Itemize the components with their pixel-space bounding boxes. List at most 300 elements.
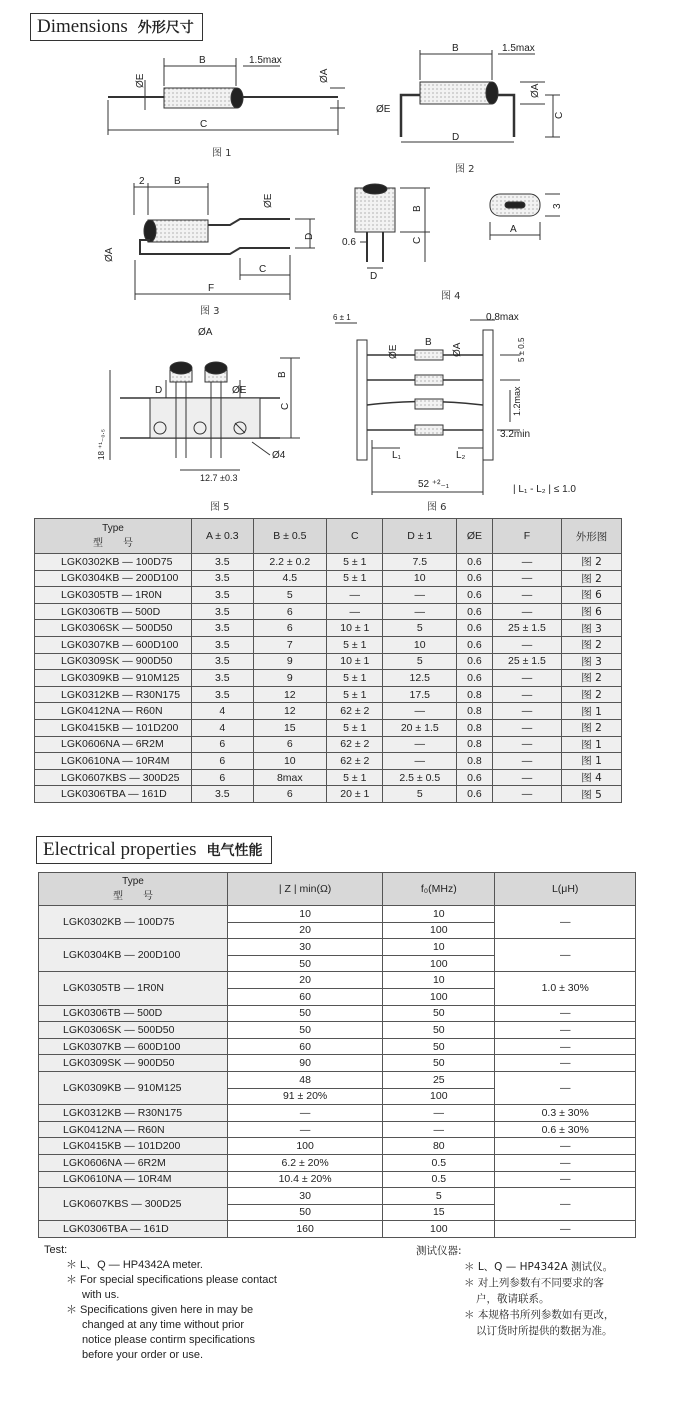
fig2-label-c: C bbox=[554, 111, 565, 119]
inductance-cell: — bbox=[495, 1171, 636, 1188]
table-cell: 25 ± 1.5 bbox=[492, 620, 561, 637]
table-cell: 0.6 bbox=[457, 670, 493, 687]
ep-header-l: L(μH) bbox=[495, 873, 636, 906]
frequency-cell: 50 bbox=[383, 1038, 495, 1055]
table-cell: 0.6 bbox=[457, 653, 493, 670]
table-row bbox=[39, 906, 636, 923]
dimensions-table-body bbox=[35, 554, 622, 803]
table-cell: 图 1 bbox=[562, 736, 622, 753]
header-d: D ± 1 bbox=[383, 519, 457, 554]
table-cell: — bbox=[492, 686, 561, 703]
table-cell: 3.5 bbox=[192, 670, 254, 687]
fig6-label-phie: ØE bbox=[388, 344, 399, 359]
fig1-label-phie: ØE bbox=[135, 73, 146, 88]
header-a: A ± 0.3 bbox=[192, 519, 254, 554]
table-row bbox=[35, 786, 622, 803]
header-f: F bbox=[492, 519, 561, 554]
table-row bbox=[35, 736, 622, 753]
table-cell: — bbox=[492, 554, 561, 571]
ep-header-f: f₀(MHz) bbox=[383, 873, 495, 906]
inductance-cell: — bbox=[495, 906, 636, 939]
table-cell: — bbox=[383, 603, 457, 620]
inductance-cell: — bbox=[495, 1221, 636, 1238]
type-cell: LGK0309SK — 900D50 bbox=[35, 653, 192, 670]
frequency-cell: 10 bbox=[383, 939, 495, 956]
type-cell: LGK0305TB — 1R0N bbox=[35, 587, 192, 604]
table-cell: 62 ± 2 bbox=[327, 703, 383, 720]
header-e: ØE bbox=[457, 519, 493, 554]
table-cell: 6 bbox=[192, 753, 254, 770]
table-row bbox=[35, 554, 622, 571]
table-cell: 10 ± 1 bbox=[327, 653, 383, 670]
inductance-cell: 0.6 ± 30% bbox=[495, 1121, 636, 1138]
inductance-cell: 0.3 ± 30% bbox=[495, 1105, 636, 1122]
table-cell: 3.5 bbox=[192, 587, 254, 604]
impedance-cell: — bbox=[228, 1105, 383, 1122]
fig6-label-32min: 3.2min bbox=[500, 429, 531, 440]
table-cell: 8max bbox=[253, 769, 327, 786]
inductance-cell: — bbox=[495, 1188, 636, 1221]
type-cell: LGK0307KB — 600D100 bbox=[35, 636, 192, 653]
table-row bbox=[39, 1154, 636, 1171]
table-cell: 图 1 bbox=[562, 703, 622, 720]
inductance-cell: 1.0 ± 30% bbox=[495, 972, 636, 1005]
inductance-cell: — bbox=[495, 1138, 636, 1155]
type-cell: LGK0305TB — 1R0N bbox=[39, 972, 228, 1005]
frequency-cell: 15 bbox=[383, 1204, 495, 1221]
table-row bbox=[39, 939, 636, 956]
fig6-label-5: 5 ± 0.5 bbox=[517, 337, 526, 362]
table-cell: 3.5 bbox=[192, 603, 254, 620]
fig5-label-127: 12.7 ±0.3 bbox=[200, 473, 238, 483]
type-cell: LGK0306TBA — 161D bbox=[35, 786, 192, 803]
type-cell: LGK0309KB — 910M125 bbox=[35, 670, 192, 687]
frequency-cell: 100 bbox=[383, 1088, 495, 1105]
inductance-cell: — bbox=[495, 1005, 636, 1022]
fig5-label-d: D bbox=[155, 385, 163, 396]
table-cell: 0.8 bbox=[457, 686, 493, 703]
fig4-label-c: C bbox=[412, 236, 423, 244]
table-cell: 0.8 bbox=[457, 719, 493, 736]
fig3-label-d: D bbox=[304, 232, 315, 240]
frequency-cell: 10 bbox=[383, 972, 495, 989]
inductance-cell: — bbox=[495, 1154, 636, 1171]
impedance-cell: 91 ± 20% bbox=[228, 1088, 383, 1105]
fig4-label-06: 0.6 bbox=[342, 237, 356, 248]
impedance-cell: 90 bbox=[228, 1055, 383, 1072]
frequency-cell: 50 bbox=[383, 1055, 495, 1072]
table-row bbox=[39, 1138, 636, 1155]
dimension-drawings bbox=[0, 0, 700, 520]
table-cell: 0.8 bbox=[457, 753, 493, 770]
table-cell: 10 bbox=[253, 753, 327, 770]
table-cell: 0.6 bbox=[457, 587, 493, 604]
type-cell: LGK0415KB — 101D200 bbox=[39, 1138, 228, 1155]
inductance-cell: — bbox=[495, 939, 636, 972]
table-cell: 62 ± 2 bbox=[327, 736, 383, 753]
notes-english bbox=[44, 1243, 277, 1363]
fig6-label-6: 6 ± 1 bbox=[333, 313, 351, 322]
table-row bbox=[39, 972, 636, 989]
type-cell: LGK0412NA — R60N bbox=[39, 1121, 228, 1138]
type-cell: LGK0302KB — 100D75 bbox=[35, 554, 192, 571]
table-cell: 6 bbox=[253, 620, 327, 637]
impedance-cell: 100 bbox=[228, 1138, 383, 1155]
table-cell: 9 bbox=[253, 670, 327, 687]
table-row bbox=[35, 703, 622, 720]
notes-cn-title: 测试仪器: bbox=[416, 1245, 462, 1257]
table-row bbox=[39, 1221, 636, 1238]
header-type-cn: 型 号 bbox=[93, 538, 133, 549]
table-cell: 0.6 bbox=[457, 786, 493, 803]
type-cell: LGK0309KB — 910M125 bbox=[39, 1071, 228, 1104]
table-cell: 2.2 ± 0.2 bbox=[253, 554, 327, 571]
table-cell: 0.6 bbox=[457, 769, 493, 786]
electrical-title bbox=[36, 836, 272, 864]
table-cell: 5 ± 1 bbox=[327, 719, 383, 736]
table-cell: 9 bbox=[253, 653, 327, 670]
impedance-cell: 10 bbox=[228, 906, 383, 923]
frequency-cell: 100 bbox=[383, 922, 495, 939]
impedance-cell: 30 bbox=[228, 1188, 383, 1205]
fig3-label-f: F bbox=[208, 283, 215, 294]
table-cell: 7 bbox=[253, 636, 327, 653]
frequency-cell: — bbox=[383, 1121, 495, 1138]
fig3-label-phie: ØE bbox=[263, 193, 274, 208]
fig2-label-phie: ØE bbox=[376, 104, 391, 115]
type-cell: LGK0306TB — 500D bbox=[39, 1005, 228, 1022]
fig5-label-18: 18 ⁺¹₋₀.₅ bbox=[97, 429, 106, 460]
table-cell: 图 2 bbox=[562, 670, 622, 687]
table-cell: 图 2 bbox=[562, 636, 622, 653]
notes-cn-line-4: ＊ 本规格书所列参数如有更改， bbox=[464, 1309, 615, 1321]
type-cell: LGK0306SK — 500D50 bbox=[39, 1022, 228, 1039]
header-type-en: Type bbox=[102, 523, 124, 534]
type-cell: LGK0606NA — 6R2M bbox=[35, 736, 192, 753]
frequency-cell: 100 bbox=[383, 1221, 495, 1238]
table-cell: — bbox=[492, 786, 561, 803]
fig2-label-phia: ØA bbox=[530, 83, 541, 98]
fig5-label-b: B bbox=[277, 371, 288, 378]
table-cell: 5 ± 1 bbox=[327, 554, 383, 571]
fig3-label-phia: ØA bbox=[104, 247, 115, 262]
table-cell: 17.5 bbox=[383, 686, 457, 703]
fig3-label-b: B bbox=[174, 176, 181, 187]
table-cell: 3.5 bbox=[192, 636, 254, 653]
inductance-cell: — bbox=[495, 1055, 636, 1072]
type-cell: LGK0610NA — 10R4M bbox=[35, 753, 192, 770]
table-row bbox=[35, 653, 622, 670]
dimensions-title-cn: 外形尺寸 bbox=[137, 20, 194, 36]
impedance-cell: 48 bbox=[228, 1071, 383, 1088]
fig6-label-08max: 0.8max bbox=[486, 312, 519, 323]
table-row bbox=[39, 1038, 636, 1055]
table-cell: 62 ± 2 bbox=[327, 753, 383, 770]
figure-5-caption: 图 5 bbox=[210, 502, 230, 513]
impedance-cell: 50 bbox=[228, 1022, 383, 1039]
figure-3-offset-leads bbox=[134, 183, 315, 300]
table-row bbox=[39, 1005, 636, 1022]
notes-en-line-5: changed at any time without prior bbox=[82, 1319, 245, 1331]
frequency-cell: 10 bbox=[383, 906, 495, 923]
table-cell: — bbox=[492, 587, 561, 604]
fig4-label-3: 3 bbox=[552, 203, 563, 209]
ep-header-type bbox=[39, 873, 228, 906]
type-cell: LGK0307KB — 600D100 bbox=[39, 1038, 228, 1055]
type-cell: LGK0306TBA — 161D bbox=[39, 1221, 228, 1238]
table-cell: — bbox=[383, 703, 457, 720]
table-cell: 20 ± 1.5 bbox=[383, 719, 457, 736]
fig5-label-c: C bbox=[280, 402, 291, 410]
table-cell: — bbox=[492, 703, 561, 720]
dimensions-header-row bbox=[35, 519, 622, 554]
type-cell: LGK0312KB — R30N175 bbox=[39, 1105, 228, 1122]
impedance-cell: 60 bbox=[228, 988, 383, 1005]
notes-en-line-7: before your order or use. bbox=[82, 1349, 204, 1361]
table-cell: 4.5 bbox=[253, 570, 327, 587]
fig4-label-b: B bbox=[412, 205, 423, 212]
impedance-cell: — bbox=[228, 1121, 383, 1138]
frequency-cell: 25 bbox=[383, 1071, 495, 1088]
table-cell: 5 ± 1 bbox=[327, 769, 383, 786]
fig6-label-12max: 1.2max bbox=[512, 386, 522, 416]
electrical-table-body bbox=[39, 906, 636, 1238]
notes-cn-line-2: ＊ 对上列参数有不同要求的客 bbox=[464, 1277, 604, 1289]
electrical-title-en: Electrical properties bbox=[43, 839, 197, 860]
notes-cn-line-5: 以订货时所提供的数据为准。 bbox=[476, 1325, 613, 1337]
table-cell: 4 bbox=[192, 703, 254, 720]
fig1-label-c: C bbox=[200, 119, 208, 130]
dimensions-title-en: Dimensions bbox=[37, 16, 128, 37]
frequency-cell: 100 bbox=[383, 955, 495, 972]
table-cell: 10 ± 1 bbox=[327, 620, 383, 637]
electrical-header-row bbox=[39, 873, 636, 906]
inductance-cell: — bbox=[495, 1038, 636, 1055]
fig5-label-phie: ØE bbox=[232, 385, 247, 396]
type-cell: LGK0304KB — 200D100 bbox=[35, 570, 192, 587]
table-cell: — bbox=[492, 636, 561, 653]
table-cell: 5 ± 1 bbox=[327, 670, 383, 687]
table-cell: 图 3 bbox=[562, 620, 622, 637]
notes-en-line-6: notice please contirm specifications bbox=[82, 1334, 256, 1346]
table-cell: 3.5 bbox=[192, 620, 254, 637]
type-cell: LGK0610NA — 10R4M bbox=[39, 1171, 228, 1188]
table-cell: 20 ± 1 bbox=[327, 786, 383, 803]
type-cell: LGK0415KB — 101D200 bbox=[35, 719, 192, 736]
frequency-cell: — bbox=[383, 1105, 495, 1122]
fig6-label-52: 52 ⁺²₋₁ bbox=[418, 479, 450, 490]
fig5-label-phi4: Ø4 bbox=[272, 450, 286, 461]
table-cell: 2.5 ± 0.5 bbox=[383, 769, 457, 786]
table-cell: 4 bbox=[192, 719, 254, 736]
frequency-cell: 100 bbox=[383, 988, 495, 1005]
fig3-label-c: C bbox=[259, 264, 267, 275]
table-cell: — bbox=[492, 769, 561, 786]
fig2-label-b: B bbox=[452, 43, 459, 54]
ep-header-type-en: Type bbox=[122, 876, 144, 887]
table-cell: 图 6 bbox=[562, 603, 622, 620]
table-cell: 5 ± 1 bbox=[327, 570, 383, 587]
table-row bbox=[35, 570, 622, 587]
notes-en-line-3: with us. bbox=[82, 1289, 120, 1301]
frequency-cell: 0.5 bbox=[383, 1171, 495, 1188]
frequency-cell: 50 bbox=[383, 1022, 495, 1039]
figure-6-caption: 图 6 bbox=[427, 502, 447, 513]
frequency-cell: 0.5 bbox=[383, 1154, 495, 1171]
impedance-cell: 30 bbox=[228, 939, 383, 956]
type-cell: LGK0304KB — 200D100 bbox=[39, 939, 228, 972]
table-cell: — bbox=[327, 587, 383, 604]
impedance-cell: 60 bbox=[228, 1038, 383, 1055]
table-cell: 3.5 bbox=[192, 686, 254, 703]
table-row bbox=[35, 620, 622, 637]
table-cell: 6 bbox=[253, 736, 327, 753]
type-cell: LGK0607KBS — 300D25 bbox=[35, 769, 192, 786]
impedance-cell: 160 bbox=[228, 1221, 383, 1238]
table-cell: 图 2 bbox=[562, 686, 622, 703]
fig1-label-phia: ØA bbox=[319, 68, 330, 83]
table-cell: 3.5 bbox=[192, 653, 254, 670]
table-row bbox=[39, 1022, 636, 1039]
table-cell: 图 2 bbox=[562, 554, 622, 571]
table-row bbox=[39, 1121, 636, 1138]
table-cell: — bbox=[383, 753, 457, 770]
inductance-cell: — bbox=[495, 1071, 636, 1104]
header-type bbox=[35, 519, 192, 554]
table-cell: 6 bbox=[192, 769, 254, 786]
table-cell: 3.5 bbox=[192, 570, 254, 587]
table-cell: 0.6 bbox=[457, 636, 493, 653]
fig6-label-diff: | L₁ - L₂ | ≤ 1.0 bbox=[513, 484, 576, 495]
table-cell: 图 2 bbox=[562, 570, 622, 587]
table-cell: — bbox=[492, 570, 561, 587]
table-cell: 0.6 bbox=[457, 603, 493, 620]
type-cell: LGK0309SK — 900D50 bbox=[39, 1055, 228, 1072]
electrical-table bbox=[38, 872, 636, 1238]
table-cell: 12 bbox=[253, 686, 327, 703]
table-cell: 5 bbox=[383, 786, 457, 803]
fig6-label-phia: ØA bbox=[452, 342, 463, 357]
table-cell: 0.6 bbox=[457, 620, 493, 637]
table-cell: — bbox=[492, 753, 561, 770]
notes-cn-line-3: 户，敬请联系。 bbox=[476, 1293, 550, 1305]
notes-cn-line-1: ＊ L、Q — HP4342A 测试仪。 bbox=[464, 1261, 614, 1273]
header-fig: 外形图 bbox=[562, 519, 622, 554]
fig2-label-15max: 1.5max bbox=[502, 43, 535, 54]
table-row bbox=[35, 686, 622, 703]
impedance-cell: 50 bbox=[228, 955, 383, 972]
table-cell: 图 4 bbox=[562, 769, 622, 786]
figure-1-caption: 图 1 bbox=[212, 148, 232, 159]
fig1-label-b: B bbox=[199, 55, 206, 66]
table-row bbox=[35, 719, 622, 736]
table-cell: 3.5 bbox=[192, 554, 254, 571]
notes-en-line-2: ＊ For special specifications please contact bbox=[66, 1274, 277, 1286]
table-cell: — bbox=[492, 670, 561, 687]
figure-3-caption: 图 3 bbox=[200, 306, 220, 317]
table-cell: 3.5 bbox=[192, 786, 254, 803]
table-cell: 12.5 bbox=[383, 670, 457, 687]
fig5-label-phia: ØA bbox=[198, 327, 213, 338]
table-cell: — bbox=[383, 736, 457, 753]
fig2-label-d: D bbox=[452, 132, 460, 143]
table-row bbox=[35, 587, 622, 604]
fig1-label-15max: 1.5max bbox=[249, 55, 282, 66]
table-cell: 12 bbox=[253, 703, 327, 720]
impedance-cell: 50 bbox=[228, 1204, 383, 1221]
table-row bbox=[35, 603, 622, 620]
table-row bbox=[39, 1171, 636, 1188]
table-cell: 图 2 bbox=[562, 719, 622, 736]
table-row bbox=[35, 769, 622, 786]
type-cell: LGK0302KB — 100D75 bbox=[39, 906, 228, 939]
electrical-title-cn: 电气性能 bbox=[206, 843, 263, 859]
table-cell: — bbox=[492, 719, 561, 736]
table-row bbox=[35, 670, 622, 687]
table-row bbox=[39, 1071, 636, 1088]
inductance-cell: — bbox=[495, 1022, 636, 1039]
table-cell: 5 bbox=[383, 620, 457, 637]
impedance-cell: 50 bbox=[228, 1005, 383, 1022]
fig4-label-a: A bbox=[510, 224, 517, 235]
table-row bbox=[35, 636, 622, 653]
frequency-cell: 80 bbox=[383, 1138, 495, 1155]
impedance-cell: 6.2 ± 20% bbox=[228, 1154, 383, 1171]
fig3-label-2: 2 bbox=[139, 176, 145, 187]
figure-1-axial-bead bbox=[108, 58, 345, 135]
table-cell: 7.5 bbox=[383, 554, 457, 571]
table-cell: — bbox=[327, 603, 383, 620]
impedance-cell: 10.4 ± 20% bbox=[228, 1171, 383, 1188]
notes-chinese bbox=[416, 1243, 614, 1339]
table-cell: 图 5 bbox=[562, 786, 622, 803]
table-row bbox=[35, 753, 622, 770]
type-cell: LGK0306TB — 500D bbox=[35, 603, 192, 620]
table-cell: 0.8 bbox=[457, 736, 493, 753]
table-cell: 5 ± 1 bbox=[327, 686, 383, 703]
figure-4-cross-section bbox=[490, 194, 560, 240]
frequency-cell: 5 bbox=[383, 1188, 495, 1205]
table-cell: — bbox=[383, 587, 457, 604]
table-cell: 图 3 bbox=[562, 653, 622, 670]
table-cell: 6 bbox=[192, 736, 254, 753]
impedance-cell: 20 bbox=[228, 972, 383, 989]
table-row bbox=[39, 1188, 636, 1205]
type-cell: LGK0606NA — 6R2M bbox=[39, 1154, 228, 1171]
header-b: B ± 0.5 bbox=[253, 519, 327, 554]
table-row bbox=[39, 1055, 636, 1072]
ep-header-type-cn: 型 号 bbox=[113, 891, 153, 902]
table-cell: 25 ± 1.5 bbox=[492, 653, 561, 670]
table-cell: 图 6 bbox=[562, 587, 622, 604]
table-cell: 0.6 bbox=[457, 570, 493, 587]
type-cell: LGK0312KB — R30N175 bbox=[35, 686, 192, 703]
type-cell: LGK0306SK — 500D50 bbox=[35, 620, 192, 637]
table-cell: — bbox=[492, 736, 561, 753]
table-cell: 6 bbox=[253, 603, 327, 620]
table-cell: 0.8 bbox=[457, 703, 493, 720]
fig6-label-b: B bbox=[425, 337, 432, 348]
table-row bbox=[39, 1105, 636, 1122]
fig6-label-l2: L₂ bbox=[456, 450, 466, 461]
table-cell: 5 ± 1 bbox=[327, 636, 383, 653]
figure-2-caption: 图 2 bbox=[455, 164, 475, 175]
notes-en-title: Test: bbox=[44, 1244, 68, 1256]
table-cell: 图 1 bbox=[562, 753, 622, 770]
notes-en-line-1: ＊ L、Q — HP4342A meter. bbox=[66, 1259, 203, 1271]
figure-4-radial bbox=[355, 184, 430, 268]
table-cell: — bbox=[492, 603, 561, 620]
